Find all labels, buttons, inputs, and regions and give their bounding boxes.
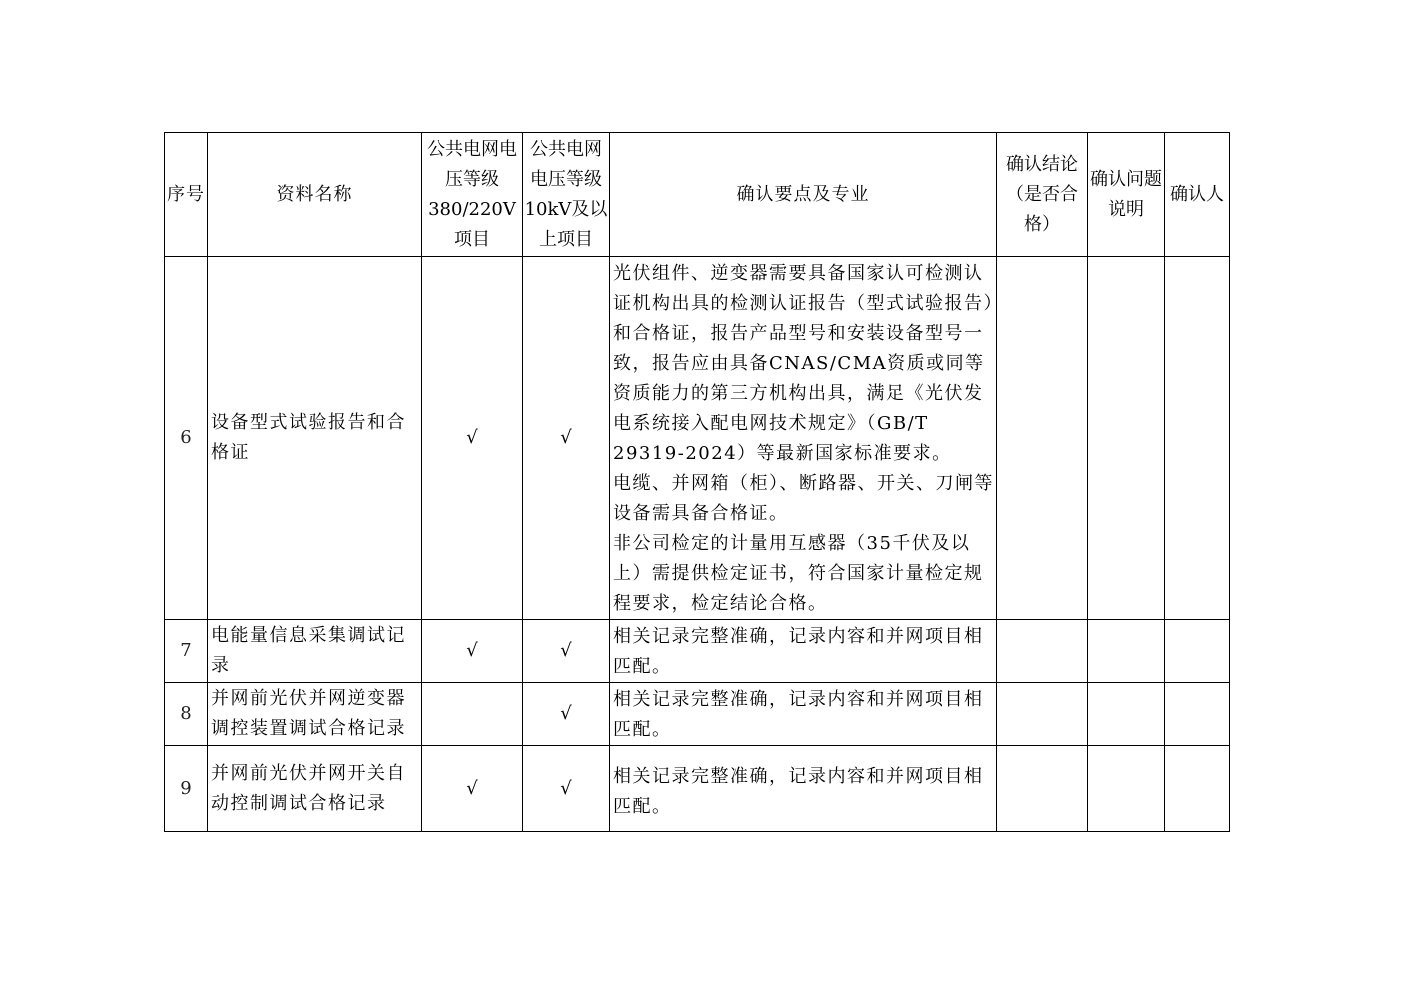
issue-cell xyxy=(1088,620,1165,683)
person-cell xyxy=(1165,746,1230,832)
row-name: 设备型式试验报告和合格证 xyxy=(208,257,422,620)
conclusion-cell xyxy=(997,683,1088,746)
confirmation-table xyxy=(164,132,1230,832)
issue-cell xyxy=(1088,746,1165,832)
check-10kv: √ xyxy=(523,620,610,683)
row-seq: 9 xyxy=(165,746,208,832)
check-10kv: √ xyxy=(523,746,610,832)
header-conclusion: 确认结论（是否合格） xyxy=(997,133,1088,257)
row-name: 并网前光伏并网开关自动控制调试合格记录 xyxy=(208,746,422,832)
person-cell xyxy=(1165,683,1230,746)
row-points xyxy=(610,683,997,746)
points-paragraph: 非公司检定的计量用互感器（35千伏及以上）需提供检定证书，符合国家计量检定规程要求，检定结论合格。 xyxy=(613,533,984,614)
points-paragraph: 光伏组件、逆变器需要具备国家认可检测认证机构出具的检测认证报告（型式试验报告）和合格证，报告产品型号和安装设备型号一致，报告应由具备CNAS/CMA资质或同等资质能力的第三方机构出具，满足《光伏发电系统接入配电网技术规定》（GB/T 29319-2024）等最新国家标准要求。 xyxy=(613,263,994,464)
row-name: 并网前光伏并网逆变器调控装置调试合格记录 xyxy=(208,683,422,746)
header-person: 确认人 xyxy=(1165,133,1230,257)
table-row xyxy=(165,620,1230,683)
check-380v xyxy=(422,683,523,746)
table-row xyxy=(165,683,1230,746)
header-10kv: 公共电网电压等级10kV及以上项目 xyxy=(523,133,610,257)
conclusion-cell xyxy=(997,620,1088,683)
points-paragraph: 相关记录完整准确，记录内容和并网项目相匹配。 xyxy=(613,626,984,677)
check-10kv: √ xyxy=(523,257,610,620)
check-380v: √ xyxy=(422,257,523,620)
row-seq: 7 xyxy=(165,620,208,683)
points-paragraph: 相关记录完整准确，记录内容和并网项目相匹配。 xyxy=(613,689,984,740)
header-issue: 确认问题说明 xyxy=(1088,133,1165,257)
row-name: 电能量信息采集调试记录 xyxy=(208,620,422,683)
check-380v: √ xyxy=(422,620,523,683)
check-380v: √ xyxy=(422,746,523,832)
row-seq: 6 xyxy=(165,257,208,620)
check-10kv: √ xyxy=(523,683,610,746)
header-380v: 公共电网电压等级380/220V项目 xyxy=(422,133,523,257)
row-points xyxy=(610,620,997,683)
header-row xyxy=(165,133,1230,257)
points-paragraph: 相关记录完整准确，记录内容和并网项目相匹配。 xyxy=(613,766,984,817)
issue-cell xyxy=(1088,683,1165,746)
row-points xyxy=(610,257,997,620)
header-name: 资料名称 xyxy=(208,133,422,257)
person-cell xyxy=(1165,620,1230,683)
row-seq: 8 xyxy=(165,683,208,746)
table-row xyxy=(165,746,1230,832)
table-row xyxy=(165,257,1230,620)
issue-cell xyxy=(1088,257,1165,620)
conclusion-cell xyxy=(997,746,1088,832)
points-paragraph: 电缆、并网箱（柜）、断路器、开关、刀闸等设备需具备合格证。 xyxy=(613,473,994,524)
header-points: 确认要点及专业 xyxy=(610,133,997,257)
header-seq: 序号 xyxy=(165,133,208,257)
conclusion-cell xyxy=(997,257,1088,620)
row-points xyxy=(610,746,997,832)
person-cell xyxy=(1165,257,1230,620)
